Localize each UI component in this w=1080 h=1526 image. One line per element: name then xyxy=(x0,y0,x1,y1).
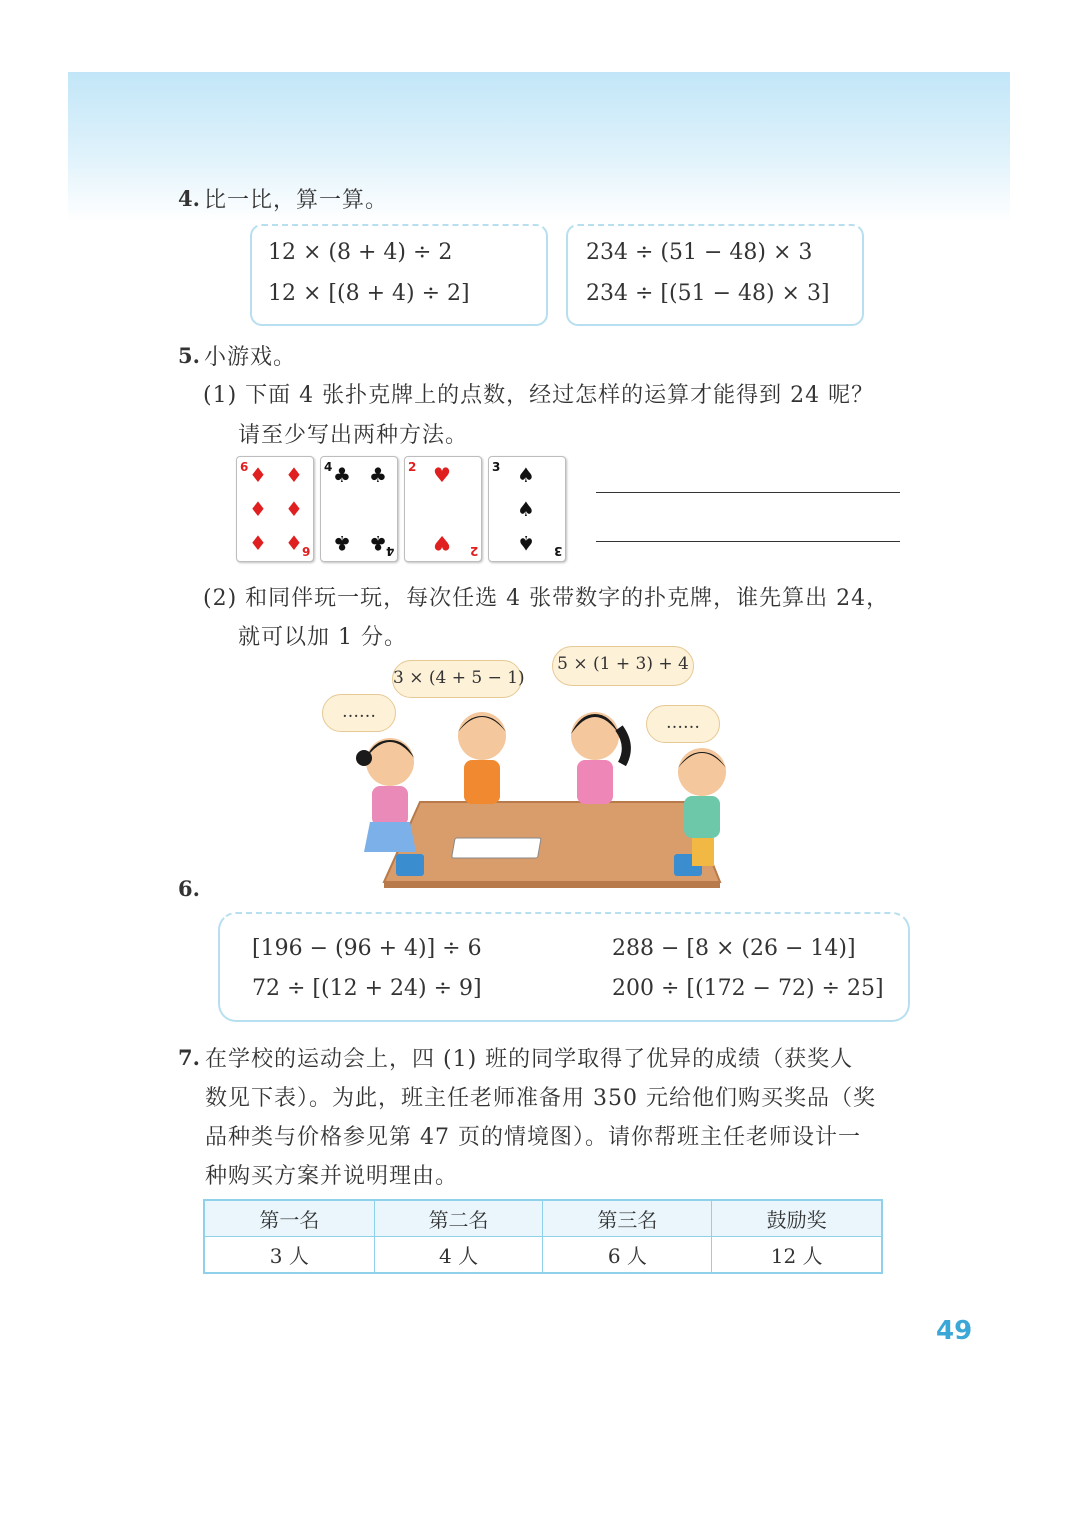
card-rank: 3 xyxy=(553,544,562,558)
q5-part1-line2: 请至少写出两种方法。 xyxy=(238,423,469,448)
q6-expr-a: [196 − (96 + 4)] ÷ 6 xyxy=(252,936,482,961)
q7-line1: 在学校的运动会上，四 (1) 班的同学取得了优异的成绩（获奖人 xyxy=(205,1047,854,1072)
answer-line-1 xyxy=(596,492,900,493)
q6-expr-c: 72 ÷ [(12 + 24) ÷ 9] xyxy=(252,976,482,1001)
q7-line3: 品种类与价格参见第 47 页的情境图）。请你帮班主任老师设计一 xyxy=(205,1125,861,1150)
spade-icon: ♠ xyxy=(517,531,535,555)
q4-expr-right-a: 234 ÷ (51 − 48) × 3 xyxy=(586,240,813,265)
speech-bubble-2: 3 × (4 + 5 − 1) xyxy=(392,660,522,698)
page-number: 49 xyxy=(936,1316,973,1346)
card-rank: 6 xyxy=(301,544,310,558)
q6-expr-d: 200 ÷ [(172 − 72) ÷ 25] xyxy=(612,976,884,1001)
speech-bubble-4: …… xyxy=(646,705,720,743)
table-header-cell: 第二名 xyxy=(374,1200,543,1237)
diamond-icon: ♦ xyxy=(249,531,267,555)
q4-left-box xyxy=(250,224,548,326)
table-row xyxy=(204,1237,882,1274)
diamond-icon: ♦ xyxy=(285,497,303,521)
table-cell: 6 人 xyxy=(543,1237,712,1274)
playing-card-6-diamonds xyxy=(236,456,314,562)
playing-card-2-hearts xyxy=(404,456,482,562)
q4-expr-left-b: 12 × [(8 + 4) ÷ 2] xyxy=(268,281,470,306)
table-cell: 3 人 xyxy=(204,1237,374,1274)
table-header-cell: 第一名 xyxy=(204,1200,374,1237)
q6-expr-b: 288 − [8 × (26 − 14)] xyxy=(612,936,856,961)
playing-card-4-clubs xyxy=(320,456,398,562)
spade-icon: ♠ xyxy=(517,463,535,487)
card-rank: 3 xyxy=(492,460,501,474)
q6-number: 6. xyxy=(178,876,200,901)
q5-part1-line1: (1) 下面 4 张扑克牌上的点数，经过怎样的运算才能得到 24 呢？ xyxy=(203,383,875,408)
table-header-cell: 鼓励奖 xyxy=(712,1200,882,1237)
awards-table xyxy=(203,1199,883,1274)
q5-number: 5. xyxy=(178,343,200,368)
spade-icon: ♠ xyxy=(517,497,535,521)
q4-right-box xyxy=(566,224,864,326)
card-rank: 6 xyxy=(240,460,249,474)
q7-line2: 数见下表）。为此，班主任老师准备用 350 元给他们购买奖品（奖 xyxy=(205,1086,876,1111)
card-rank: 4 xyxy=(385,544,394,558)
q5-title: 小游戏。 xyxy=(204,345,297,370)
diamond-icon: ♦ xyxy=(249,463,267,487)
playing-card-3-spades xyxy=(488,456,566,562)
speech-bubble-3: 5 × (1 + 3) + 4 xyxy=(552,646,694,686)
diamond-icon: ♦ xyxy=(285,531,303,555)
club-icon: ♣ xyxy=(333,531,351,555)
q7-number: 7. xyxy=(178,1045,200,1070)
diamond-icon: ♦ xyxy=(285,463,303,487)
card-rank: 4 xyxy=(324,460,333,474)
q6-box xyxy=(218,912,910,1022)
card-rank: 2 xyxy=(408,460,417,474)
table-header-row xyxy=(204,1200,882,1237)
diamond-icon: ♦ xyxy=(249,497,267,521)
table-cell: 4 人 xyxy=(374,1237,543,1274)
q4-expr-right-b: 234 ÷ [(51 − 48) × 3] xyxy=(586,281,830,306)
q4-expr-left-a: 12 × (8 + 4) ÷ 2 xyxy=(268,240,453,265)
table-cell: 12 人 xyxy=(712,1237,882,1274)
club-icon: ♣ xyxy=(369,531,387,555)
q5-part2-line2: 就可以加 1 分。 xyxy=(238,625,407,650)
table-header-cell: 第三名 xyxy=(543,1200,712,1237)
q4-title: 比一比，算一算。 xyxy=(204,188,389,213)
speech-bubble-1: …… xyxy=(322,694,396,732)
answer-line-2 xyxy=(596,541,900,542)
q5-part2-line1: (2) 和同伴玩一玩，每次任选 4 张带数字的扑克牌，谁先算出 24， xyxy=(203,586,890,611)
q7-line4: 种购买方案并说明理由。 xyxy=(205,1164,459,1189)
club-icon: ♣ xyxy=(333,463,351,487)
card-rank: 2 xyxy=(469,544,478,558)
q4-number: 4. xyxy=(178,186,200,211)
club-icon: ♣ xyxy=(369,463,387,487)
heart-icon: ♥ xyxy=(433,463,451,487)
heart-icon: ♥ xyxy=(433,531,451,555)
